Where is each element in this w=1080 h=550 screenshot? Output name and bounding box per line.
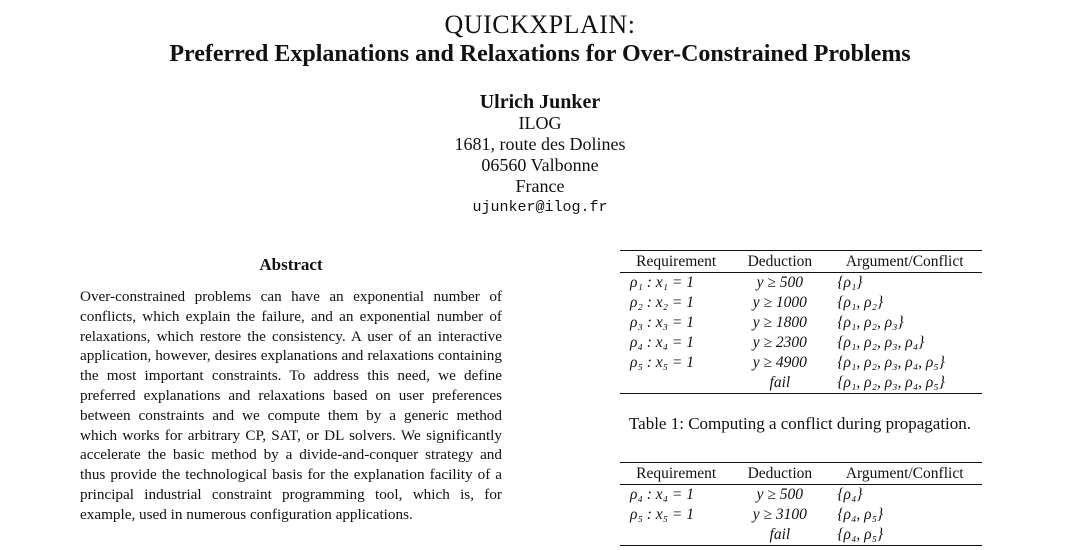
table-row — [620, 485, 982, 506]
conflict-cell: {ρ₁, ρ₂, ρ₃, ρ₄, ρ₅} — [837, 354, 945, 371]
table-1 — [620, 250, 982, 394]
conflict-cell: {ρ₁, ρ₂, ρ₃} — [837, 314, 904, 331]
paper-title-line1: QUICKXPLAIN: — [444, 10, 636, 39]
table-row — [620, 505, 982, 525]
table-header-row — [620, 251, 982, 273]
conflict-cell: {ρ₁, ρ₂, ρ₃, ρ₄, ρ₅} — [827, 373, 982, 394]
deduction-cell: y ≥ 1800 — [752, 314, 807, 331]
table-row — [620, 273, 982, 294]
table-row — [620, 333, 982, 353]
column-header: Requirement — [620, 463, 732, 485]
requirement-cell: ρ₄ : x₄ = 1 — [630, 334, 694, 351]
requirement-cell: ρ₁ : x₁ = 1 — [630, 274, 694, 291]
deduction-cell: y ≥ 3100 — [752, 506, 807, 523]
table-row — [620, 525, 982, 546]
conflict-cell: {ρ₄} — [837, 486, 863, 503]
abstract-text: Over-constrained problems can have an exponential number of conflicts, which explain the failure, and an exponential number of relaxations, which restore the consistency. A user of an interactive application, however, desires explanations and relaxations containing the most important constraints. To address this need, we define preferred explanations and relaxations based on user preferences between constraints and we compute them by a generic method which works for arbitrary CP, SAT, or DL solvers. We significantly accelerate the basic method by a divide-and-conquer strategy and thus provide the technological basis for the explanation facility of a principal industrial constraint programming tool, which is, for example, used in numerous configuration applications. — [80, 288, 502, 523]
requirement-cell: ρ₅ : x₅ = 1 — [630, 506, 694, 523]
affiliation-line: 06560 Valbonne — [481, 155, 599, 175]
conflict-cell: {ρ₁, ρ₂, ρ₃, ρ₄} — [837, 334, 925, 351]
column-header: Argument/Conflict — [827, 251, 982, 273]
deduction-cell: y ≥ 1000 — [752, 294, 807, 311]
author-name: Ulrich Junker — [479, 91, 601, 113]
deduction-cell: y ≥ 500 — [756, 274, 804, 291]
affiliation-line: 1681, route des Dolines — [454, 134, 626, 154]
deduction-cell: fail — [732, 525, 827, 546]
paper-title-line2: Preferred Explanations and Relaxations for Over-Constrained Problems — [169, 41, 911, 67]
table-row — [620, 313, 982, 333]
table-1-caption: Table 1: Computing a conflict during propagation. — [628, 414, 972, 433]
deduction-cell: y ≥ 2300 — [752, 334, 807, 351]
requirement-cell: ρ₅ : x₅ = 1 — [630, 354, 694, 371]
conflict-cell: {ρ₄, ρ₅} — [827, 525, 982, 546]
table-row — [620, 293, 982, 313]
requirement-cell — [620, 525, 732, 546]
requirement-cell: ρ₄ : x₄ = 1 — [630, 486, 694, 503]
requirement-cell: ρ₂ : x₂ = 1 — [630, 294, 694, 311]
conflict-cell: {ρ₁, ρ₂} — [837, 294, 884, 311]
requirement-cell: ρ₃ : x₃ = 1 — [630, 314, 694, 331]
column-header: Requirement — [620, 251, 732, 273]
deduction-cell: y ≥ 500 — [756, 486, 804, 503]
column-header: Deduction — [732, 251, 827, 273]
conflict-cell: {ρ₄, ρ₅} — [837, 506, 884, 523]
table-header-row — [620, 463, 982, 485]
table-row — [620, 373, 982, 394]
affiliation-line: ILOG — [518, 113, 562, 133]
deduction-cell: fail — [732, 373, 827, 394]
author-email[interactable]: ujunker@ilog.fr — [472, 199, 608, 216]
affiliation-line: France — [515, 176, 565, 196]
table-row — [620, 353, 982, 373]
requirement-cell — [620, 373, 732, 394]
conflict-cell: {ρ₁} — [837, 274, 863, 291]
abstract-heading: Abstract — [259, 255, 323, 274]
table-2 — [620, 462, 982, 546]
column-header: Deduction — [732, 463, 827, 485]
column-header: Argument/Conflict — [827, 463, 982, 485]
deduction-cell: y ≥ 4900 — [752, 354, 807, 371]
